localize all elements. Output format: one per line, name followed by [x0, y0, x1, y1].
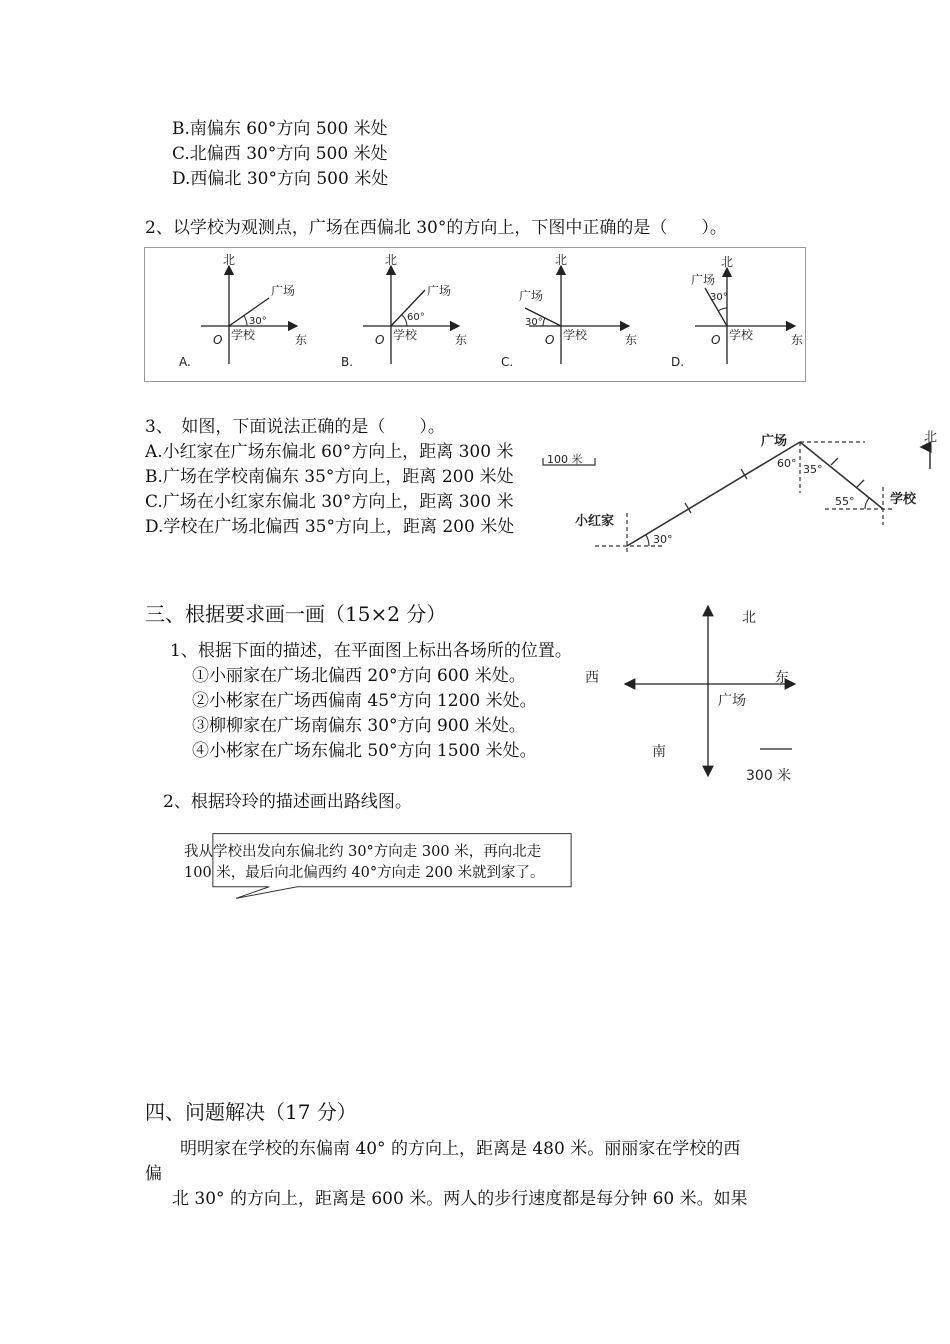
q3-map [535, 425, 940, 565]
q2-figure [145, 248, 805, 381]
section3-item-3: ③柳柳家在广场南偏东 30°方向 900 米处。 [192, 716, 526, 736]
q2-a-letter: A. [179, 355, 191, 369]
compass-south: 南 [652, 744, 666, 760]
q3-angle-35: 35° [803, 463, 823, 476]
q2-a-north: 北 [223, 253, 236, 267]
section4-title: 四、问题解决（17 分） [145, 1100, 357, 1124]
q2-d-letter: D. [671, 355, 685, 369]
q3-options [145, 441, 528, 541]
q3-scale-label: 100 米 [547, 453, 583, 466]
q2-figure-box [144, 247, 806, 382]
q2-panel-a [179, 253, 307, 369]
q2-c-letter: C. [501, 355, 514, 369]
q2-c-angle: 30° [525, 317, 543, 328]
q3-angle-55: 55° [835, 495, 855, 508]
q2-a-school: 学校 [231, 328, 256, 342]
speech-line-2: 100 米，最后向北偏西约 40°方向走 200 米就到家了。 [184, 865, 545, 881]
q2-a-plaza: 广场 [271, 284, 296, 298]
q3-stem: 3、 如图，下面说法正确的是（ ）。 [145, 417, 445, 437]
q3-angle-home: 30° [653, 533, 673, 546]
q3-option-c: C.广场在小红家东偏北 30°方向上，距离 300 米 [145, 492, 514, 512]
q2-stem: 2、以学校为观测点，广场在西偏北 30°的方向上，下图中正确的是（ ）。 [145, 218, 727, 238]
q3-option-b: B.广场在学校南偏东 35°方向上，距离 200 米处 [145, 467, 514, 487]
q1-option-c: C.北偏西 30°方向 500 米处 [172, 144, 388, 164]
q3-option-d: D.学校在广场北偏西 35°方向上，距离 200 米处 [145, 517, 515, 537]
section4-line-1: 明明家在学校的东偏南 40° 的方向上，距离是 480 米。丽丽家在学校的西 [180, 1139, 741, 1159]
q3-angle-plaza: 60° [777, 457, 797, 470]
speech-text [184, 842, 545, 884]
q2-panel-b [341, 253, 467, 369]
q3-option-a: A.小红家在广场东偏北 60°方向上，距离 300 米 [145, 442, 514, 462]
q2-a-origin: O [213, 333, 223, 347]
q2-d-origin: O [711, 333, 721, 347]
q2-c-origin: O [545, 333, 555, 347]
q2-b-school: 学校 [393, 328, 418, 342]
section3-item-1: ①小丽家在广场北偏西 20°方向 600 米处。 [192, 666, 526, 686]
section4-line-3: 北 30° 的方向上，距离是 600 米。两人的步行速度都是每分钟 60 米。如果 [172, 1189, 748, 1209]
q2-panel-c [501, 253, 637, 369]
section3-item-2: ②小彬家在广场西偏南 45°方向 1200 米处。 [192, 691, 537, 711]
q3-plaza-label: 广场 [761, 434, 788, 449]
q2-c-north: 北 [555, 253, 568, 267]
q1-option-b: B.南偏东 60°方向 500 米处 [172, 119, 388, 139]
compass-scale: 300 米 [746, 768, 792, 784]
compass-west: 西 [585, 670, 599, 686]
compass-center: 广场 [718, 693, 746, 709]
section3-title: 三、根据要求画一画（15×2 分） [145, 602, 447, 626]
q2-b-east: 东 [455, 333, 468, 347]
q2-b-letter: B. [341, 355, 354, 369]
section3-q1-stem: 1、根据下面的描述，在平面图上标出各场所的位置。 [170, 641, 572, 661]
section3-item-4: ④小彬家在广场东偏北 50°方向 1500 米处。 [192, 741, 537, 761]
compass-east: 东 [775, 670, 789, 686]
q2-d-angle: 30° [710, 292, 728, 303]
q3-north-label: 北 [924, 430, 938, 445]
speech-line-1: 我从学校出发向东偏北约 30°方向走 300 米，再向北走 [184, 844, 542, 860]
q2-a-angle: 30° [249, 316, 267, 327]
q1-option-d: D.西偏北 30°方向 500 米处 [172, 169, 389, 189]
q2-a-east: 东 [295, 333, 308, 347]
q2-d-plaza: 广场 [691, 273, 716, 287]
compass-north: 北 [742, 610, 756, 626]
q2-d-north: 北 [721, 255, 734, 269]
q2-c-plaza: 广场 [519, 289, 544, 303]
q2-c-east: 东 [625, 333, 638, 347]
section3-q2-stem: 2、根据玲玲的描述画出路线图。 [163, 792, 412, 812]
q2-b-angle: 60° [407, 312, 425, 323]
q3-home-label: 小红家 [575, 514, 615, 529]
q2-b-plaza: 广场 [427, 284, 452, 298]
q2-d-school: 学校 [729, 328, 754, 342]
compass-grid [570, 598, 810, 788]
q2-panel-d [671, 255, 803, 369]
section4-line-2: 偏 [145, 1164, 162, 1184]
q2-c-school: 学校 [563, 328, 588, 342]
q2-b-origin: O [375, 333, 385, 347]
q2-d-east: 东 [791, 333, 804, 347]
q2-b-north: 北 [385, 253, 398, 267]
q3-school-label: 学校 [890, 492, 917, 507]
